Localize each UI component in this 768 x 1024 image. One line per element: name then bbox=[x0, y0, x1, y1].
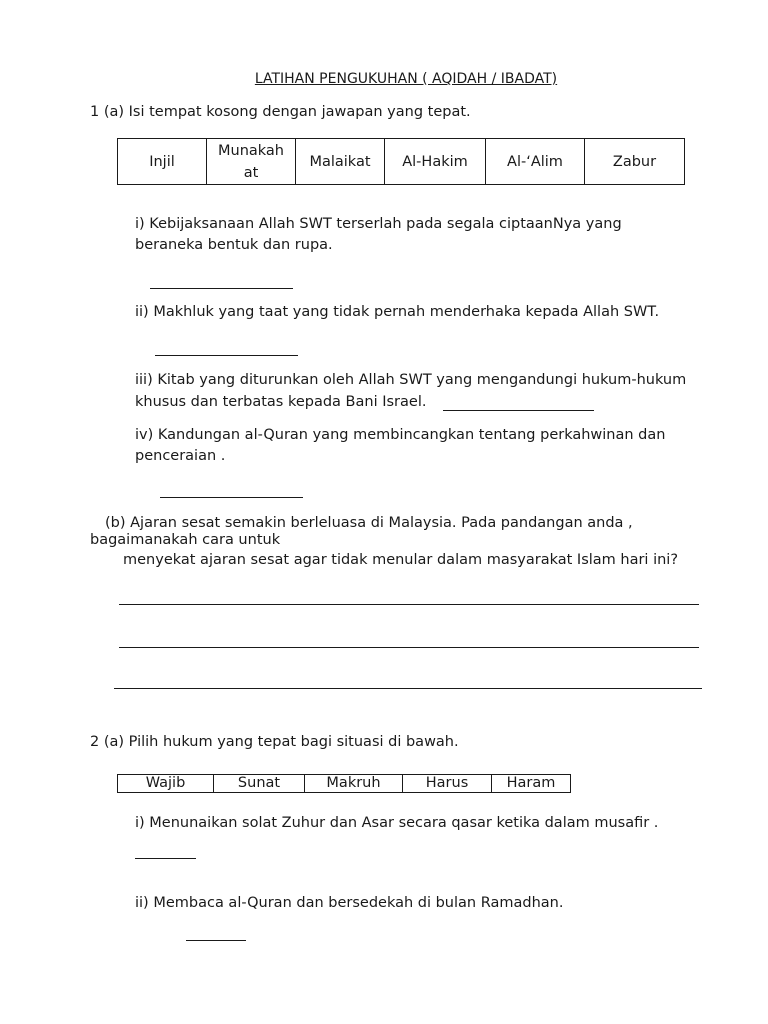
q1a-heading: 1 (a) Isi tempat kosong dengan jawapan yang tepat. bbox=[90, 104, 471, 120]
q2-item-i: i) Menunaikan solat Zuhur dan Asar secara qasar ketika dalam musafir . bbox=[135, 815, 659, 831]
q1-item-iv-line2: penceraian . bbox=[135, 448, 226, 464]
choice-cell: Al-Hakim bbox=[385, 139, 486, 185]
answer-line-b2[interactable] bbox=[119, 647, 699, 648]
choice-cell: Injil bbox=[118, 139, 207, 185]
q2-item-ii: ii) Membaca al-Quran dan bersedekah di bulan Ramadhan. bbox=[135, 895, 564, 911]
answer-blank-iii[interactable] bbox=[443, 410, 594, 411]
answer-blank-q2-i[interactable] bbox=[135, 858, 196, 859]
answer-blank-iv[interactable] bbox=[160, 497, 303, 498]
choice-cell: Harus bbox=[403, 775, 492, 793]
choice-cell bbox=[207, 139, 296, 185]
q1b-line1: (b) Ajaran sesat semakin berleluasa di Malaysia. Pada pandangan anda , bbox=[105, 515, 633, 531]
choice-cell: Zabur bbox=[585, 139, 685, 185]
table-row bbox=[118, 775, 571, 793]
q1-item-i-line2: beraneka bentuk dan rupa. bbox=[135, 237, 333, 253]
q1-item-iv-line1: iv) Kandungan al-Quran yang membincangkan tentang perkahwinan dan bbox=[135, 427, 666, 443]
table-row bbox=[118, 139, 685, 185]
answer-line-b3[interactable] bbox=[114, 688, 702, 689]
q1b-line3: menyekat ajaran sesat agar tidak menular dalam masyarakat Islam hari ini? bbox=[123, 552, 679, 568]
q1-item-iii-line2: khusus dan terbatas kepada Bani Israel. bbox=[135, 394, 427, 410]
answer-line-b1[interactable] bbox=[119, 604, 699, 605]
answer-blank-q2-ii[interactable] bbox=[186, 940, 246, 941]
page-title: LATIHAN PENGUKUHAN ( AQIDAH / IBADAT) bbox=[254, 71, 558, 87]
q1-item-i-line1: i) Kebijaksanaan Allah SWT terserlah pada segala ciptaanNya yang bbox=[135, 216, 622, 232]
q2a-heading: 2 (a) Pilih hukum yang tepat bagi situasi di bawah. bbox=[90, 734, 459, 750]
choice-cell: Malaikat bbox=[296, 139, 385, 185]
choice-cell: Al-‘Alim bbox=[486, 139, 585, 185]
q1b-line2: bagaimanakah cara untuk bbox=[90, 532, 281, 548]
choice-cell: Wajib bbox=[118, 775, 214, 793]
q2-choices-table bbox=[117, 774, 571, 793]
q1-item-iii-line1: iii) Kitab yang diturunkan oleh Allah SWT yang mengandungi hukum-hukum bbox=[135, 372, 687, 388]
choice-cell: Sunat bbox=[214, 775, 305, 793]
q1-choices-table bbox=[117, 138, 685, 185]
q1-item-ii: ii) Makhluk yang taat yang tidak pernah menderhaka kepada Allah SWT. bbox=[135, 304, 660, 320]
choice-cell: Makruh bbox=[305, 775, 403, 793]
answer-blank-i[interactable] bbox=[150, 288, 293, 289]
answer-blank-ii[interactable] bbox=[155, 355, 298, 356]
choice-cell: Haram bbox=[492, 775, 571, 793]
choice-cell-line: Munakah at bbox=[218, 142, 284, 181]
